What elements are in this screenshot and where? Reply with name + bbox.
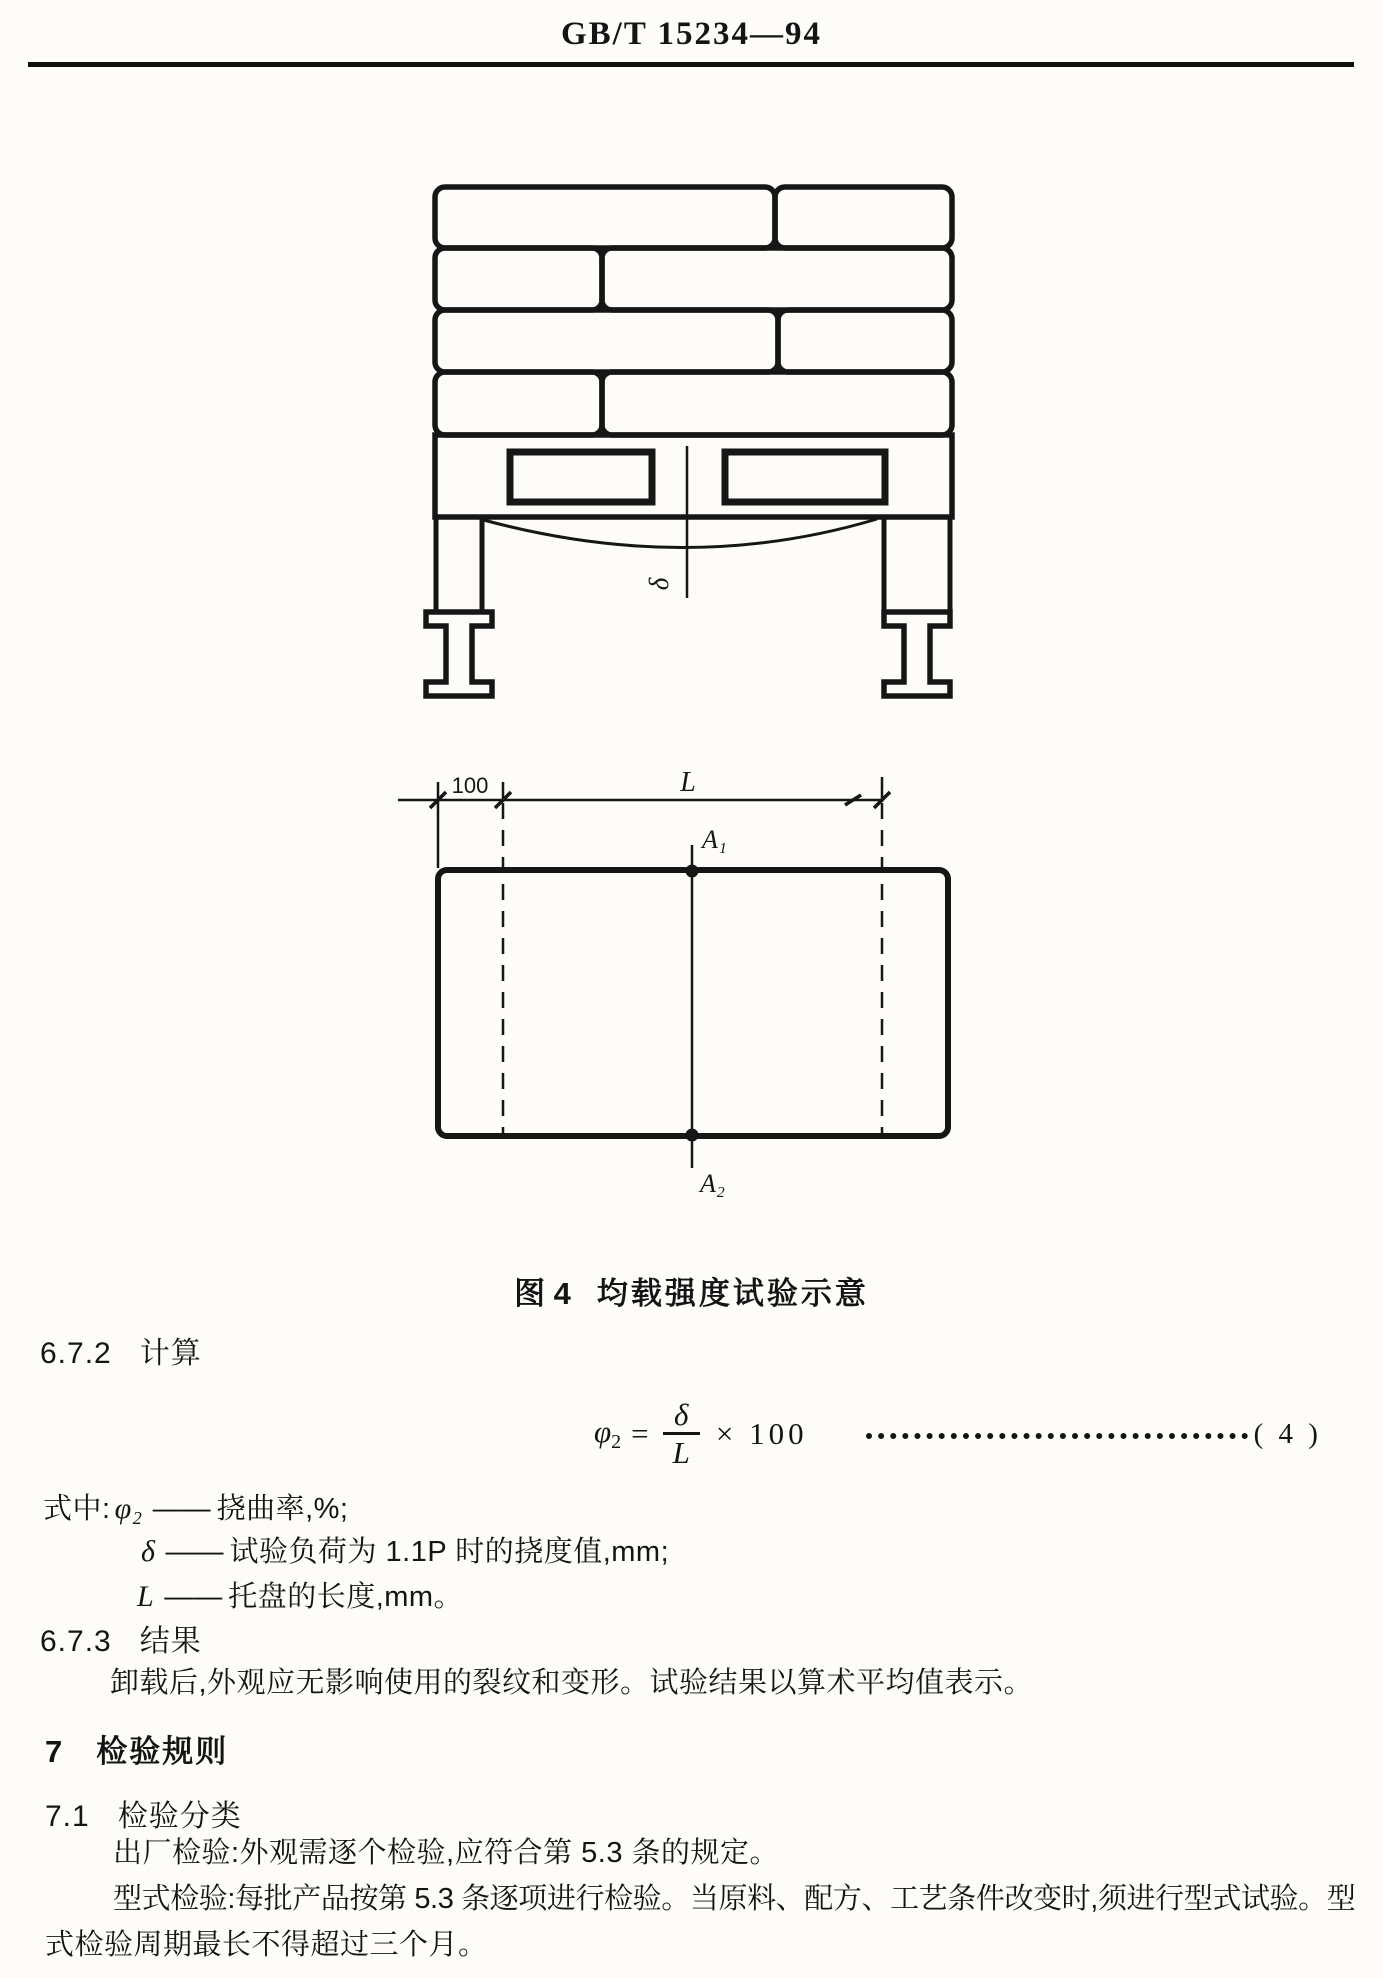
section-7-number: 7 xyxy=(45,1734,65,1769)
section-71-para1: 出厂检验:外观需逐个检验,应符合第 5.3 条的规定。 xyxy=(113,1837,780,1869)
formula-number: ( 4 ) xyxy=(1253,1417,1322,1450)
point-A2-label: A₂ xyxy=(700,1169,725,1198)
dim-100-label: 100 xyxy=(451,773,489,798)
support-legs xyxy=(436,517,950,612)
formula-4 xyxy=(594,1398,1322,1470)
measure-point-A1 xyxy=(686,865,699,878)
section-673-heading xyxy=(40,1616,202,1660)
where-desc-delta: 试验负荷为 1.1P 时的挠度值,mm; xyxy=(229,1536,670,1568)
section-71-para2-line2: 式检验周期最长不得超过三个月。 xyxy=(45,1929,488,1961)
support-leg-right xyxy=(884,517,950,612)
section-672-heading xyxy=(40,1328,202,1372)
measure-point-A2 xyxy=(686,1129,699,1142)
where-desc-L: 托盘的长度,mm。 xyxy=(228,1581,464,1613)
figure-caption-number: 图 4 xyxy=(514,1276,571,1311)
support-leg-left xyxy=(436,517,482,612)
i-beam-right xyxy=(884,612,950,696)
point-A1-label: A₁ xyxy=(702,825,727,854)
where-desc-phi2: 挠曲率,%; xyxy=(216,1493,349,1525)
section-672-number: 6.7.2 xyxy=(40,1337,112,1370)
section-673-number: 6.7.3 xyxy=(40,1625,112,1658)
where-line-delta: δ —— 试验负荷为 1.1P 时的挠度值,mm; xyxy=(137,1529,669,1570)
page-title: GB/T 15234—94 xyxy=(560,16,822,52)
section-7-heading xyxy=(45,1726,228,1771)
section-673-title: 结果 xyxy=(139,1625,202,1658)
formula-multiplier: × 100 xyxy=(715,1416,808,1451)
formula-denominator: L xyxy=(663,1432,700,1470)
fork-slot-left xyxy=(510,452,652,502)
deflection-curve xyxy=(480,519,877,548)
formula-equals: = xyxy=(631,1416,649,1451)
where-line-phi: 式中: φ₂ —— 挠曲率,%; xyxy=(43,1486,349,1527)
deflection-delta-label: δ xyxy=(644,577,674,591)
brick-stack xyxy=(435,187,952,435)
section-71-heading xyxy=(45,1791,242,1835)
section-673-body: 卸载后,外观应无影响使用的裂纹和变形。试验结果以算术平均值表示。 xyxy=(110,1667,1034,1699)
formula-lhs: $\varphi_2$ xyxy=(594,1414,622,1453)
section-71-number: 7.1 xyxy=(45,1800,90,1833)
where-symbol-L: L xyxy=(137,1580,155,1613)
formula-numerator: δ xyxy=(674,1396,689,1432)
dim-L-label: L xyxy=(680,767,696,798)
fork-slot-right xyxy=(725,452,885,502)
figure-caption-title: 均载强度试验示意 xyxy=(596,1276,869,1311)
formula-dotted-leader xyxy=(866,1433,1248,1439)
where-intro: 式中: xyxy=(43,1493,111,1525)
i-beam-left xyxy=(426,612,492,696)
section-71-para2-line1: 型式检验:每批产品按第 5.3 条逐项进行检验。当原料、配方、工艺条件改变时,须进行型式试验。型 xyxy=(113,1883,1356,1915)
where-symbol-phi2: φ₂ xyxy=(114,1492,143,1525)
section-71-title: 检验分类 xyxy=(117,1800,242,1833)
formula-fraction xyxy=(663,1396,700,1470)
i-beam-supports xyxy=(426,612,950,696)
pallet-deck xyxy=(435,435,952,517)
where-line-L: L —— 托盘的长度,mm。 xyxy=(133,1574,463,1615)
section-672-title: 计算 xyxy=(139,1337,202,1370)
figure-caption xyxy=(0,1268,1383,1313)
section-7-title: 检验规则 xyxy=(96,1734,229,1769)
where-symbol-delta: δ xyxy=(141,1535,156,1568)
